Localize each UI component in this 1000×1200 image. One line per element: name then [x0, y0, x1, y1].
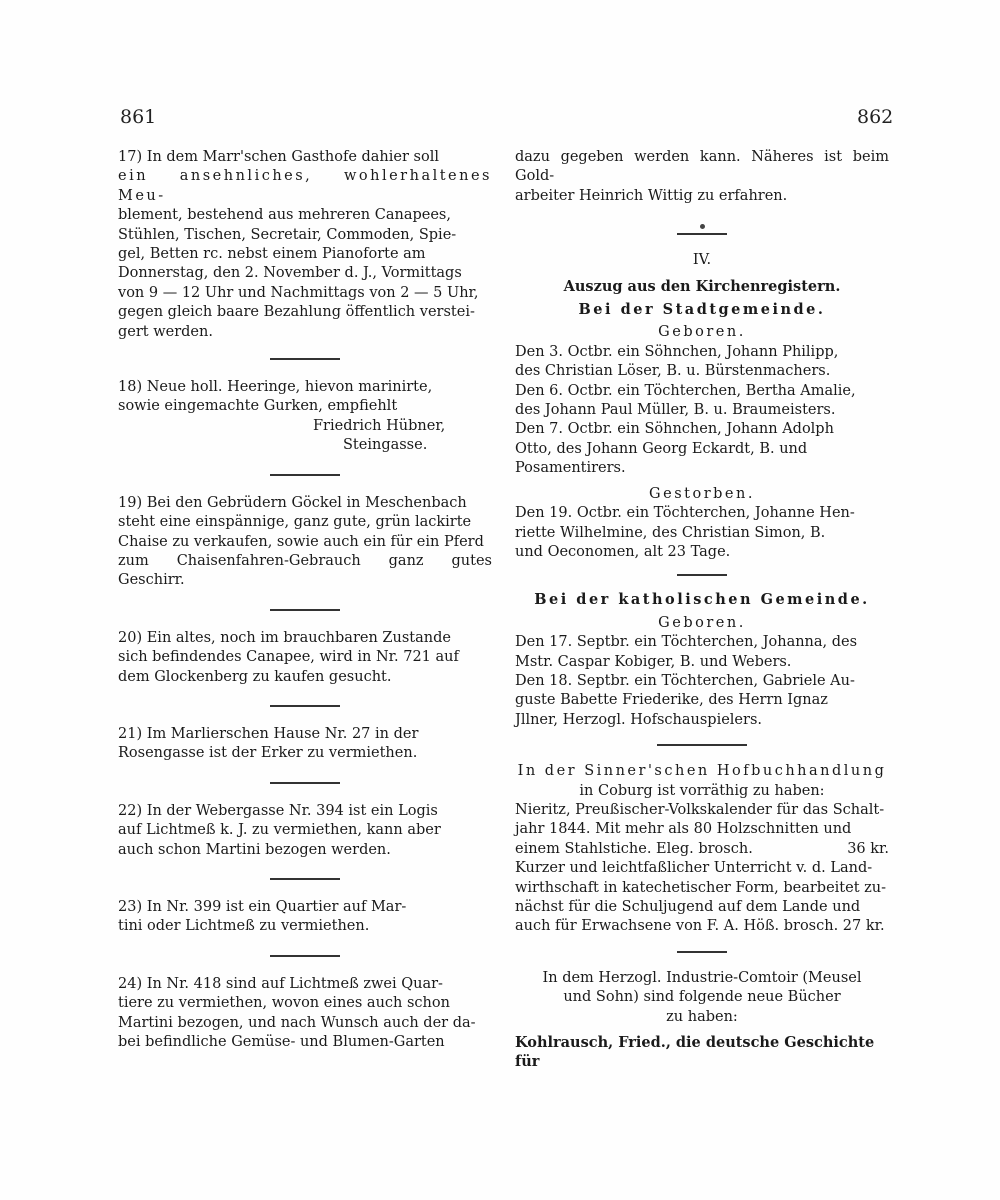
notice-17 — [118, 148, 492, 342]
notice-line: Rosengasse ist der Erker zu vermiethen. — [118, 745, 418, 762]
notice-line: 17) In dem Marr'schen Gasthofe dahier soll — [118, 149, 439, 165]
book-line: jahr 1844. Mit mehr als 80 Holzschnitten und — [515, 821, 852, 838]
section-title: Auszug aus den Kirchenregistern. — [563, 277, 841, 295]
separator-rule — [270, 609, 340, 611]
register-entry — [515, 382, 889, 421]
book-line: auch für Erwachsene von F. A. Höß. brosch. 27 kr. — [515, 918, 885, 935]
bookshop-heading: In der Sinner'schen Hofbuchhandlung — [517, 763, 887, 780]
register-entry — [515, 420, 889, 478]
separator-rule — [657, 744, 747, 746]
notice-line: sowie eingemachte Gurken, empfiehlt — [118, 398, 398, 415]
register-line: Den 6. Octbr. ein Töchterchen, Bertha Amalie, — [515, 382, 856, 399]
register-line: Mstr. Caspar Kobiger, B. und Webers. — [515, 653, 792, 670]
separator-rule — [677, 574, 727, 576]
page-number-right: 862 — [857, 106, 894, 128]
book-line: einem Stahlstiche. Eleg. brosch. — [515, 840, 753, 857]
register-line: Jllner, Herzogl. Hofschauspielers. — [515, 711, 762, 728]
register-line: Den 18. Septbr. ein Töchterchen, Gabriele Au- — [515, 672, 855, 689]
register-entry — [515, 343, 889, 382]
comtoir-heading: In dem Herzogl. Industrie-Comtoir (Meusel — [542, 969, 862, 986]
notice-line: gegen gleich baare Bezahlung öffentlich verstei- — [118, 304, 475, 321]
births-heading: Geboren. — [658, 324, 746, 341]
notice-line: Chaise zu verkaufen, sowie auch ein für ein Pferd — [118, 533, 484, 550]
separator-rule — [270, 705, 340, 707]
notice-line: gert werden. — [118, 323, 213, 340]
signature-address: Steingasse. — [343, 437, 428, 454]
notice-24 — [118, 975, 492, 1053]
register-entry — [515, 633, 889, 672]
separator-rule — [677, 951, 727, 953]
notice-line: blement, bestehend aus mehreren Canapees, — [118, 207, 451, 224]
register-entry — [515, 504, 889, 562]
notice-21 — [118, 725, 492, 764]
register-line: Den 19. Octbr. ein Töchterchen, Johanne Hen- — [515, 505, 855, 522]
book-price: 36 kr. — [847, 840, 889, 857]
notice-line: Martini bezogen, und nach Wunsch auch der da- — [118, 1014, 476, 1031]
notice-20 — [118, 629, 492, 687]
page-number-left: 861 — [120, 106, 157, 128]
register-line: des Johann Paul Müller, B. u. Braumeisters. — [515, 402, 836, 419]
book-line-with-price — [515, 840, 889, 859]
notice-line: tiere zu vermiethen, wovon eines auch schon — [118, 995, 450, 1012]
notice-23 — [118, 898, 492, 937]
register-line: riette Wilhelmine, des Christian Simon, B. — [515, 524, 826, 541]
book-line: Nieritz, Preußischer-Volkskalender für das Schalt- — [515, 801, 885, 818]
comtoir-heading: und Sohn) sind folgende neue Bücher — [563, 989, 841, 1006]
book-line: wirthschaft in katechetischer Form, bearbeitet zu- — [515, 879, 887, 896]
deaths-heading: Gestorben. — [649, 485, 755, 502]
notice-line: steht eine einspännige, ganz gute, grün lackirte — [118, 514, 472, 531]
separator-rule — [270, 358, 340, 360]
notice-line: auch schon Martini bezogen werden. — [118, 841, 391, 858]
register-line: guste Babette Friederike, des Herrn Ignaz — [515, 692, 828, 709]
notice-line: von 9 — 12 Uhr und Nachmittags von 2 — 5 Uhr, — [118, 284, 479, 301]
register-line: Den 17. Septbr. ein Töchterchen, Johanna, des — [515, 634, 858, 651]
notice-line: ein ansehnliches, wohlerhaltenes Meu- — [118, 168, 492, 204]
section-numeral: IV. — [692, 252, 712, 269]
notice-18 — [118, 378, 492, 456]
register-entry — [515, 672, 889, 730]
notice-line: auf Lichtmeß k. J. zu vermiethen, kann aber — [118, 822, 441, 839]
book-listing — [515, 859, 889, 937]
notice-line: dazu gegeben werden kann. Näheres ist beim Gold- — [515, 149, 889, 185]
book-listing — [515, 801, 889, 859]
register-line: Den 7. Octbr. ein Söhnchen, Johann Adolph — [515, 421, 834, 438]
separator-rule — [270, 474, 340, 476]
notice-line: sich befindendes Canapee, wird in Nr. 721 auf — [118, 649, 459, 666]
register-line: Posamentirers. — [515, 460, 626, 477]
notice-19 — [118, 494, 492, 591]
notice-line: 23) In Nr. 399 ist ein Quartier auf Mar- — [118, 898, 407, 915]
notice-line: dem Glockenberg zu kaufen gesucht. — [118, 668, 392, 685]
notice-line: 24) In Nr. 418 sind auf Lichtmeß zwei Quar- — [118, 975, 443, 992]
register-line: Den 3. Octbr. ein Söhnchen, Johann Philipp, — [515, 343, 839, 360]
notice-line: 18) Neue holl. Heeringe, hievon marinirte, — [118, 379, 433, 396]
separator-rule — [270, 878, 340, 880]
notice-line: Donnerstag, den 2. November d. J., Vormittags — [118, 265, 462, 282]
parish-heading-catholic: Bei der katholischen Gemeinde. — [534, 591, 870, 609]
separator-rule — [677, 233, 727, 235]
notice-line: bei befindliche Gemüse- und Blumen-Garten — [118, 1034, 445, 1050]
notice-22 — [118, 802, 492, 860]
book-line: Kohlrausch, Fried., die deutsche Geschichte für — [515, 1034, 875, 1071]
notice-line: 21) Im Marlierschen Hause Nr. 27 in der — [118, 725, 419, 742]
register-line: Otto, des Johann Georg Eckardt, B. und — [515, 440, 808, 457]
signature-name: Friedrich Hübner, — [313, 417, 446, 434]
separator-rule — [270, 955, 340, 957]
register-line: und Oeconomen, alt 23 Tage. — [515, 543, 731, 560]
notice-line: tini oder Lichtmeß zu vermiethen. — [118, 918, 370, 935]
notice-line: zum Chaisenfahren-Gebrauch ganz gutes Geschirr. — [118, 552, 492, 589]
left-column — [118, 148, 492, 1052]
notice-line: gel, Betten rc. nebst einem Pianoforte am — [118, 246, 426, 263]
notice-line: 22) In der Webergasse Nr. 394 ist ein Logis — [118, 802, 438, 819]
ink-dot — [700, 224, 705, 229]
bookshop-heading: in Coburg ist vorräthig zu haben: — [579, 782, 825, 799]
separator-rule — [270, 782, 340, 784]
book-line: nächst für die Schuljugend auf dem Lande und — [515, 899, 861, 915]
parish-heading-city: Bei der Stadtgemeinde. — [578, 301, 826, 319]
notice-line: 19) Bei den Gebrüdern Göckel in Meschenbach — [118, 494, 467, 511]
notice-24-continuation — [515, 148, 889, 206]
notice-line: Stühlen, Tischen, Secretair, Commoden, Spie- — [118, 226, 457, 243]
notice-line: arbeiter Heinrich Wittig zu erfahren. — [515, 187, 788, 204]
births-heading: Geboren. — [658, 614, 746, 631]
book-line: Kurzer und leichtfaßlicher Unterricht v. d. Land- — [515, 860, 873, 877]
register-line: des Christian Löser, B. u. Bürstenmachers. — [515, 363, 831, 380]
notice-line: 20) Ein altes, noch im brauchbaren Zustande — [118, 629, 451, 646]
comtoir-heading: zu haben: — [666, 1008, 738, 1025]
right-column — [515, 148, 889, 1072]
